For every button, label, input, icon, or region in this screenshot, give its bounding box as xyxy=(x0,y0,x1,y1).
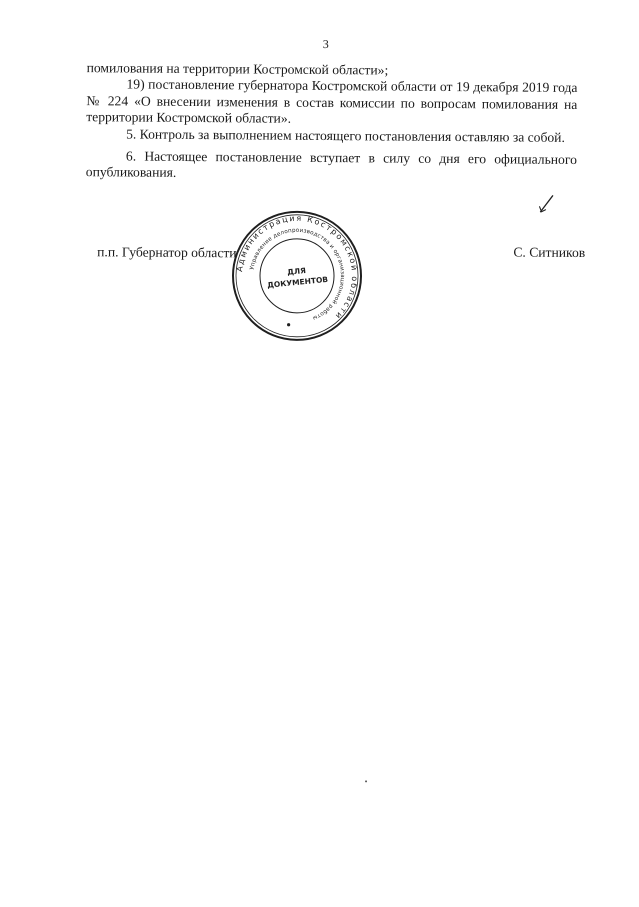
body-text xyxy=(86,60,578,185)
official-stamp xyxy=(228,207,365,344)
stamp-dot xyxy=(287,323,290,326)
paragraph-effective: 6. Настоящее постановление вступает в силу со дня его официального опубликования. xyxy=(85,148,577,181)
page-number: 3 xyxy=(322,37,329,52)
paragraph-item-19: 19) постановление губернатора Костромской области от 19 декабря 2019 года № 224 «О внесении изменения в состав комиссии по вопросам помилования на территории Костромской области». xyxy=(86,76,578,126)
paragraph-control: 5. Контроль за выполнением настоящего постановления оставляю за собой. xyxy=(126,126,565,145)
paragraph-continuation: помилования на территории Костромской области»; xyxy=(86,60,389,78)
stamp-center-line-2: ДОКУМЕНТОВ xyxy=(266,274,329,290)
stamp-inner-text: Управление делопроизводства и организационной работы xyxy=(249,227,346,321)
stamp-outer-text: Администрация Костромской области xyxy=(235,213,360,322)
scan-speck xyxy=(365,780,367,782)
stamp-center-line-1: ДЛЯ xyxy=(286,265,307,277)
signatory-position: п.п. Губернатор области xyxy=(97,244,237,261)
signatory-name: С. Ситников xyxy=(513,244,586,261)
pen-mark xyxy=(537,193,555,215)
